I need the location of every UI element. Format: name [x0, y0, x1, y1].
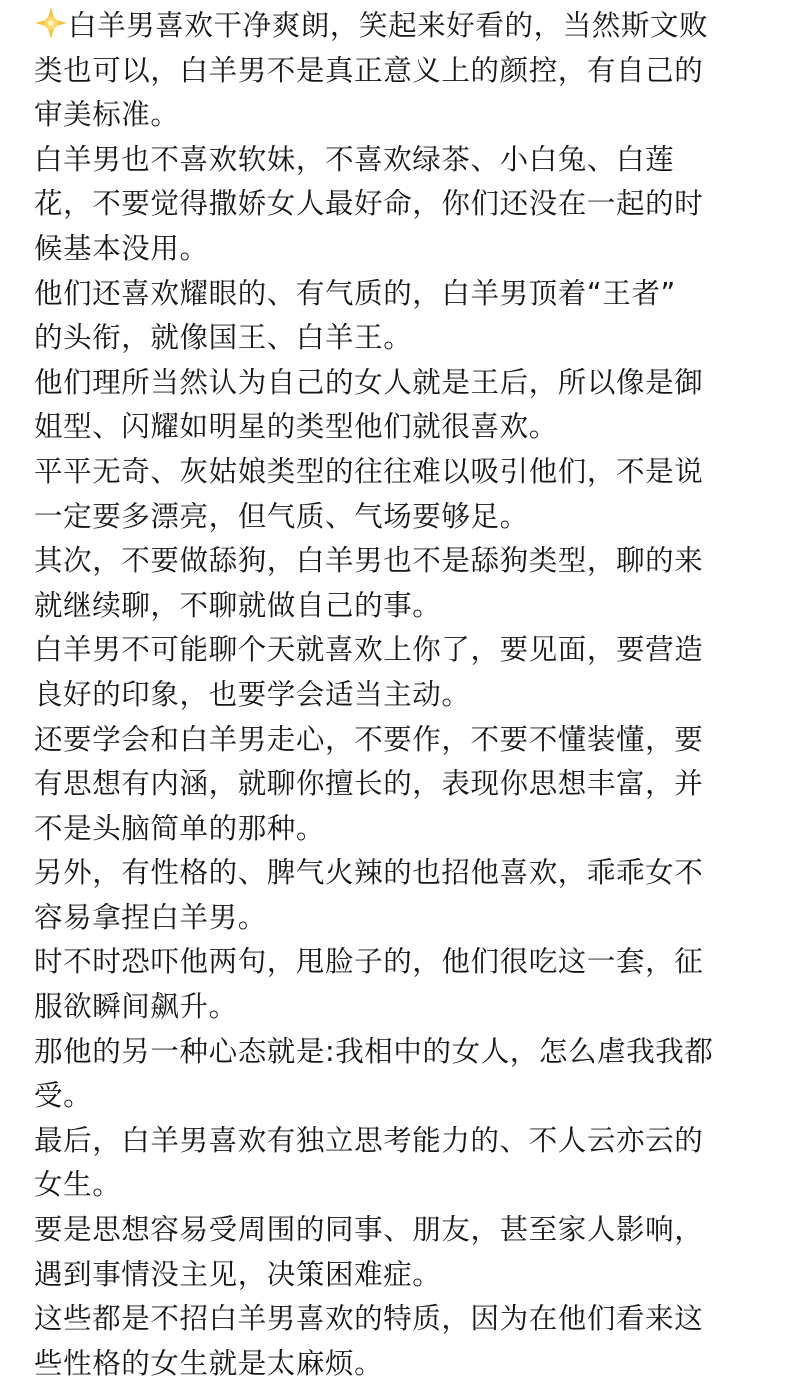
- post-line: 女生。: [34, 1168, 122, 1202]
- post-line: 白羊男不可能聊个天就喜欢上你了，要见面，要营造: [34, 633, 704, 667]
- post-line: 那他的另一种心态就是:我相中的女人，怎么虐我我都: [34, 1034, 714, 1068]
- post-line: 服欲瞬间飙升。: [34, 990, 238, 1024]
- glowing-star-icon: [34, 6, 68, 40]
- post-line: 类也可以，白羊男不是真正意义上的颜控，有自己的: [34, 53, 704, 87]
- post-line: 白羊男也不喜欢软妹，不喜欢绿茶、小白兔、白莲: [34, 142, 675, 176]
- post-line: 一定要多漂亮，但气质、气场要够足。: [34, 499, 529, 533]
- post-line: 要是思想容易受周围的同事、朋友，甚至家人影响，: [34, 1213, 704, 1247]
- post-line: 受。: [34, 1079, 93, 1113]
- post-line: 还要学会和白羊男走心，不要作，不要不懂装懂，要: [34, 722, 704, 756]
- post-line: 容易拿捏白羊男。: [34, 900, 267, 934]
- post-line: 他们还喜欢耀眼的、有气质的，白羊男顶着“王者”: [34, 276, 676, 310]
- post-body: [34, 4, 774, 1386]
- post-line: 良好的印象，也要学会适当主动。: [34, 677, 471, 711]
- post-line: 最后，白羊男喜欢有独立思考能力的、不人云亦云的: [34, 1123, 704, 1157]
- post-line: 遇到事情没主见，决策困难症。: [34, 1257, 442, 1291]
- post-line: 花，不要觉得撒娇女人最好命，你们还没在一起的时: [34, 187, 704, 221]
- post-line: 就继续聊，不聊就做自己的事。: [34, 588, 442, 622]
- post-line: 候基本没用。: [34, 231, 209, 265]
- post-line: 审美标准。: [34, 98, 180, 132]
- post-line: 这些都是不招白羊男喜欢的特质，因为在他们看来这: [34, 1302, 704, 1336]
- post-line: [34, 4, 774, 49]
- post-line: 姐型、闪耀如明星的类型他们就很喜欢。: [34, 410, 558, 444]
- post-line: 些性格的女生就是太麻烦。: [34, 1346, 384, 1380]
- post-line: 平平无奇、灰姑娘类型的往往难以吸引他们，不是说: [34, 454, 704, 488]
- post-line: 其次，不要做舔狗，白羊男也不是舔狗类型，聊的来: [34, 544, 704, 578]
- post-line: 另外，有性格的、脾气火辣的也招他喜欢，乖乖女不: [34, 856, 704, 890]
- post-line-text: 白羊男喜欢干净爽朗，笑起来好看的，当然斯文败: [68, 9, 709, 42]
- post-line: 时不时恐吓他两句，甩脸子的，他们很吃这一套，征: [34, 945, 704, 979]
- post-line: 不是头脑简单的那种。: [34, 811, 326, 845]
- post-line: 有思想有内涵，就聊你擅长的，表现你思想丰富，并: [34, 767, 704, 801]
- post-line: 他们理所当然认为自己的女人就是王后，所以像是御: [34, 365, 704, 399]
- post-line: 的头衔，就像国王、白羊王。: [34, 321, 413, 355]
